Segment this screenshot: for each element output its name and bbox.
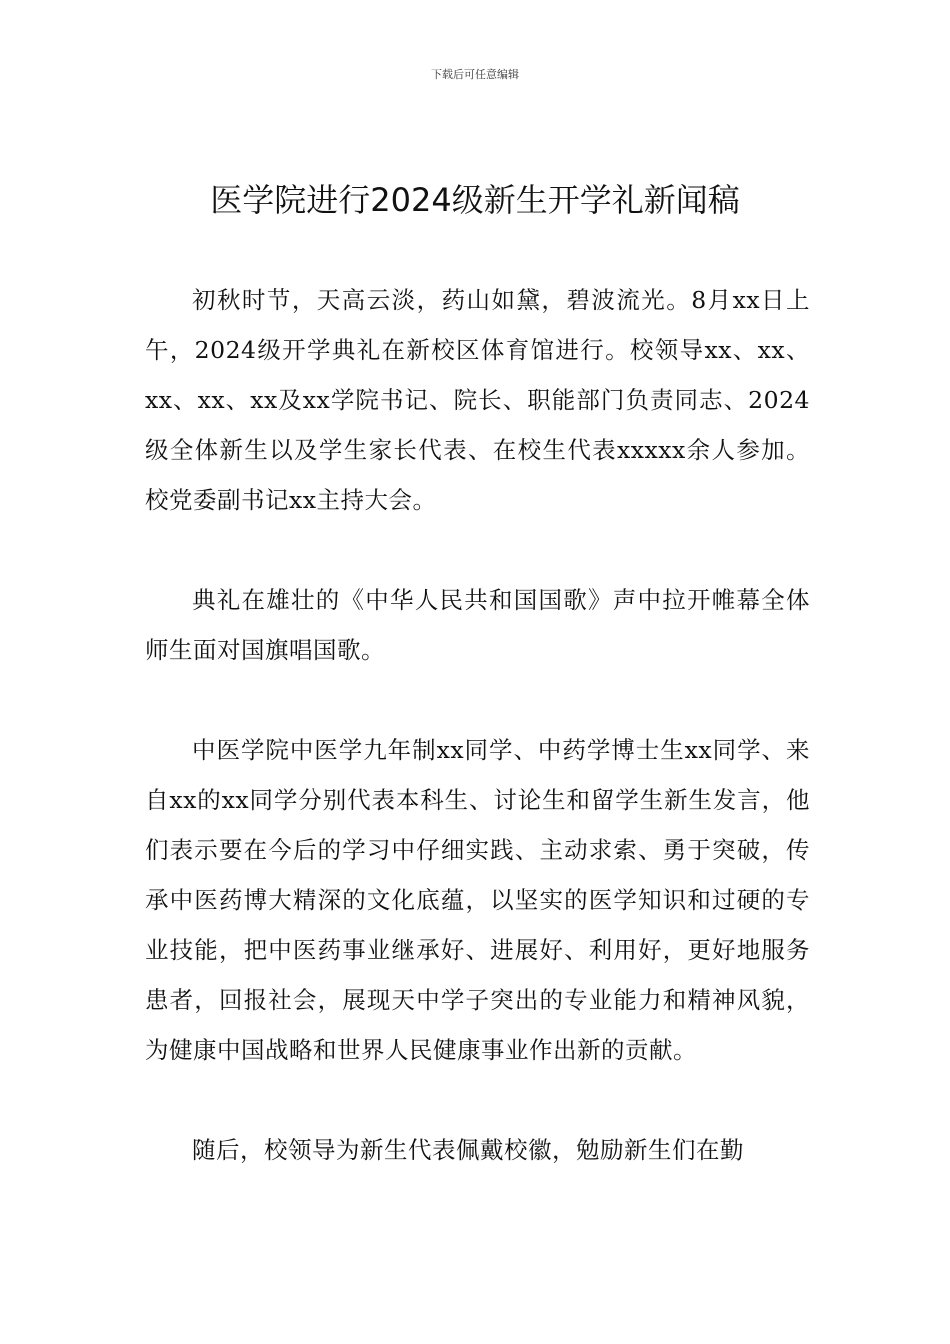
document-title: 医学院进行2024级新生开学礼新闻稿: [210, 181, 740, 219]
paragraph-1: 初秋时节，天高云淡，药山如黛，碧波流光。8月xx日上午，2024级开学典礼在新校区体育馆进行。校领导xx、xx、xx、xx、xx及xx学院书记、院长、职能部门负责同志、2024级全体新生以及学生家长代表、在校生代表xxxxx余人参加。校党委副书记xx主持大会。: [145, 286, 810, 514]
document-body: [145, 275, 810, 1225]
paragraph-3: 中医学院中医学九年制xx同学、中药学博士生xx同学、来自xx的xx同学分别代表本科生、讨论生和留学生新生发言，他们表示要在今后的学习中仔细实践、主动求索、勇于突破，传承中医药博大精深的文化底蕴，以坚实的医学知识和过硬的专业技能，把中医药事业继承好、进展好、利用好，更好地服务患者，回报社会，展现天中学子突出的专业能力和精神风貌，为健康中国战略和世界人民健康事业作出新的贡献。: [145, 736, 810, 1064]
header-note: 下载后可任意编辑: [431, 68, 519, 81]
paragraph-4: 随后，校领导为新生代表佩戴校徽，勉励新生们在勤: [192, 1136, 744, 1164]
paragraph-2: 典礼在雄壮的《中华人民共和国国歌》声中拉开帷幕全体师生面对国旗唱国歌。: [145, 586, 810, 664]
